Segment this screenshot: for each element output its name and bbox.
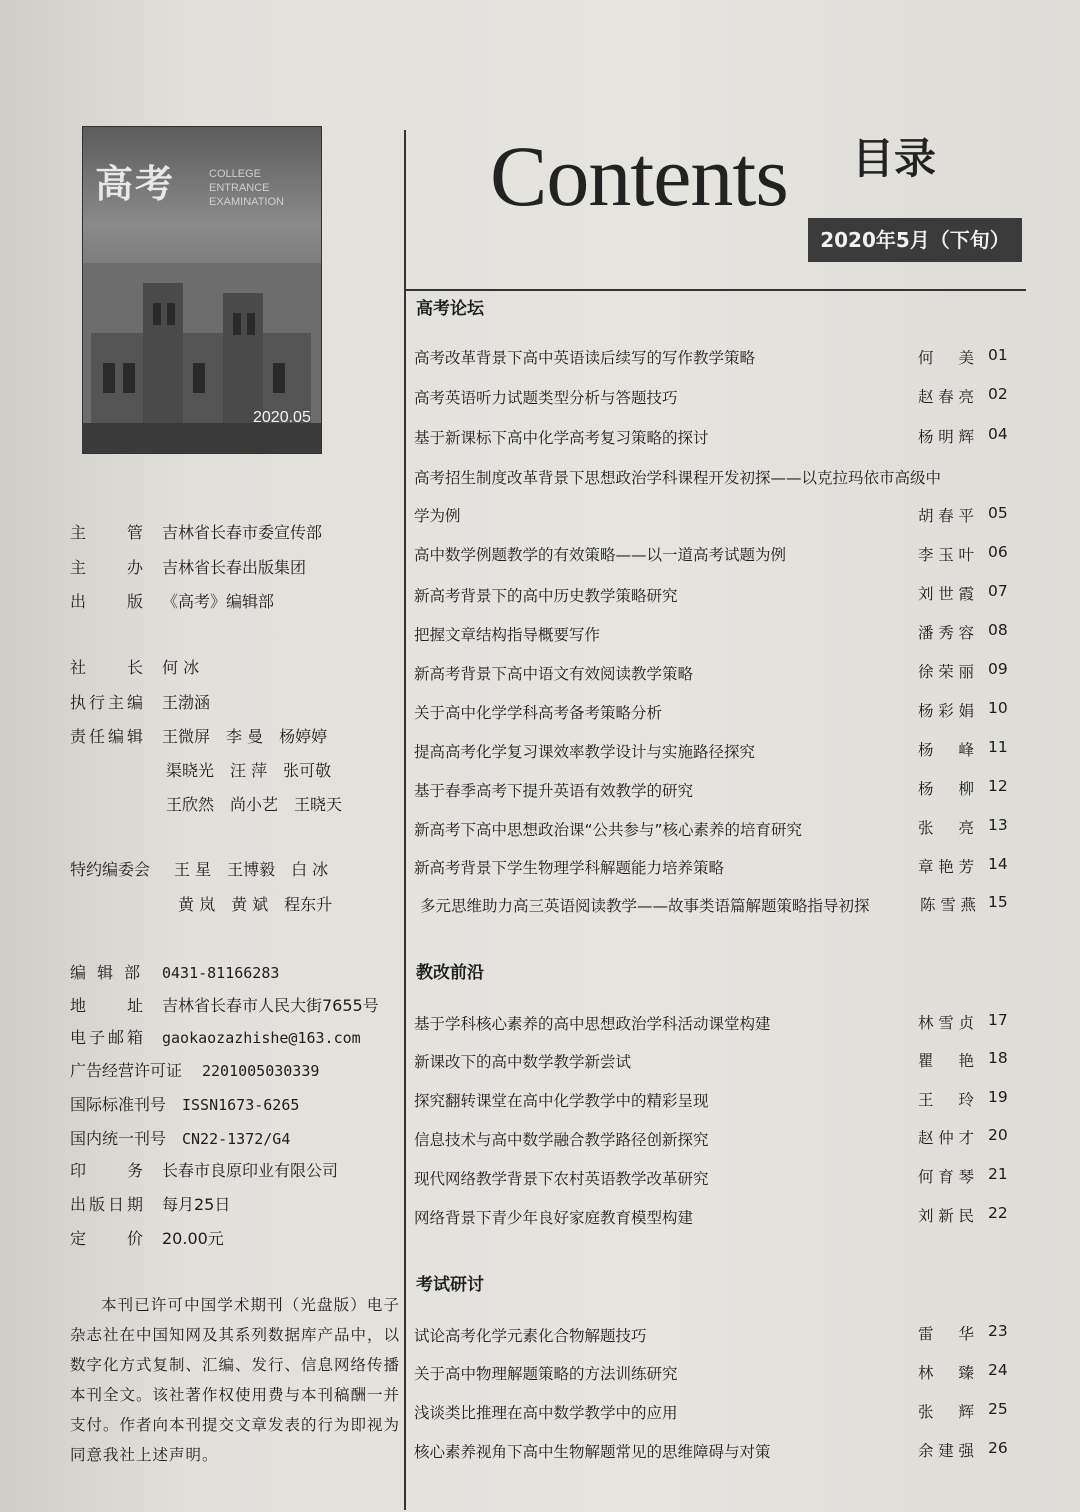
toc-title: 探究翻转课堂在高中化学教学中的精彩呈现 bbox=[414, 1092, 709, 1110]
toc-author: 胡春平 bbox=[918, 507, 974, 525]
toc-author: 何育琴 bbox=[918, 1168, 974, 1186]
header-rule bbox=[406, 289, 1026, 291]
toc-author: 瞿 艳 bbox=[918, 1052, 974, 1070]
toc-author: 张 辉 bbox=[918, 1403, 974, 1421]
toc-title: 基于学科核心素养的高中思想政治学科活动课堂构建 bbox=[414, 1015, 771, 1033]
toc-author: 杨 柳 bbox=[918, 780, 974, 798]
exec-editor-row: 执行主编 王渤涵 bbox=[70, 693, 211, 712]
toc-author: 何 美 bbox=[918, 349, 974, 367]
resp-editor-row: 王欣然 尚小艺 王晓天 bbox=[166, 795, 343, 814]
cover-title: 高考 bbox=[95, 161, 176, 206]
toc-title: 基于新课标下高中化学高考复习策略的探讨 bbox=[414, 429, 709, 447]
toc-title: 核心素养视角下高中生物解题常见的思维障碍与对策 bbox=[414, 1443, 771, 1461]
toc-author: 林 臻 bbox=[918, 1364, 974, 1382]
toc-author: 潘秀容 bbox=[918, 624, 974, 642]
resp-editor-row: 渠晓光 汪 萍 张可敬 bbox=[166, 761, 332, 780]
president-row: 社 长 何 冰 bbox=[70, 658, 200, 677]
contact-row: 广告经营许可证 2201005030339 bbox=[70, 1061, 320, 1080]
toc-page: 18 bbox=[988, 1049, 1008, 1067]
contact-row: 印 务 长春市良原印业有限公司 bbox=[70, 1161, 339, 1180]
toc-author: 徐荣丽 bbox=[918, 663, 974, 681]
toc-title: 高考改革背景下高中英语读后续写的写作教学策略 bbox=[414, 349, 756, 367]
toc-author: 刘新民 bbox=[918, 1207, 974, 1225]
toc-title: 新课改下的高中数学教学新尝试 bbox=[414, 1053, 632, 1071]
contact-row: 编 辑 部 0431-81166283 bbox=[70, 963, 280, 982]
toc-title: 高考英语听力试题类型分析与答题技巧 bbox=[414, 389, 678, 407]
toc-page: 10 bbox=[988, 699, 1008, 717]
toc-page: 21 bbox=[988, 1165, 1008, 1183]
toc-page: 12 bbox=[988, 777, 1008, 795]
masthead-row: 出 版 《高考》编辑部 bbox=[70, 592, 275, 611]
contact-row: 出版日期 每月25日 bbox=[70, 1195, 231, 1214]
contact-row: 电子邮箱 gaokaozazhishe@163.com bbox=[70, 1028, 361, 1047]
contact-row: 国际标准刊号 ISSN1673-6265 bbox=[70, 1095, 300, 1114]
toc-title: 试论高考化学元素化合物解题技巧 bbox=[414, 1327, 647, 1345]
contact-row: 国内统一刊号 CN22-1372/G4 bbox=[70, 1129, 291, 1148]
toc-author: 杨明辉 bbox=[918, 428, 974, 446]
section-heading: 考试研讨 bbox=[416, 1275, 484, 1295]
mulu-heading: 目录 bbox=[852, 134, 937, 183]
contact-row: 地 址 吉林省长春市人民大街7655号 bbox=[70, 996, 379, 1015]
toc-author: 陈雪燕 bbox=[920, 896, 976, 914]
toc-page: 09 bbox=[988, 660, 1008, 678]
contents-heading: Contents bbox=[490, 128, 788, 224]
toc-page: 07 bbox=[988, 582, 1008, 600]
contact-row: 定 价 20.00元 bbox=[70, 1229, 224, 1248]
cover-issue: 2020.05 bbox=[253, 409, 311, 426]
toc-page: 11 bbox=[988, 738, 1008, 756]
toc-page: 20 bbox=[988, 1126, 1008, 1144]
toc-page: 19 bbox=[988, 1088, 1008, 1106]
toc-author: 杨彩娟 bbox=[918, 702, 974, 720]
toc-title: 浅谈类比推理在高中数学教学中的应用 bbox=[414, 1404, 678, 1422]
toc-title: 现代网络教学背景下农村英语教学改革研究 bbox=[414, 1170, 709, 1188]
toc-page: 15 bbox=[988, 893, 1008, 911]
masthead-row: 主 管 吉林省长春市委宣传部 bbox=[70, 523, 323, 542]
section-heading: 高考论坛 bbox=[416, 299, 484, 319]
toc-author: 张 亮 bbox=[918, 819, 974, 837]
resp-editor-row: 责任编辑 王微屏 李 曼 杨婷婷 bbox=[70, 727, 328, 746]
cover-subtitle: COLLEGE ENTRANCE EXAMINATION bbox=[209, 168, 284, 208]
toc-page: 13 bbox=[988, 816, 1008, 834]
toc-page: 26 bbox=[988, 1439, 1008, 1457]
toc-title: 基于春季高考下提升英语有效教学的研究 bbox=[414, 782, 694, 800]
special-board-row: 特约编委会 王 星 王博毅 白 冰 bbox=[70, 860, 329, 879]
toc-author: 赵仲才 bbox=[918, 1129, 974, 1147]
toc-author: 余建强 bbox=[918, 1442, 974, 1460]
toc-title: 网络背景下青少年良好家庭教育模型构建 bbox=[414, 1209, 694, 1227]
toc-author: 刘世霞 bbox=[918, 585, 974, 603]
toc-page: 22 bbox=[988, 1204, 1008, 1222]
toc-title: 高考招生制度改革背景下思想政治学科课程开发初探——以克拉玛依市高级中 bbox=[414, 469, 942, 487]
toc-title: 关于高中化学学科高考备考策略分析 bbox=[414, 704, 663, 722]
toc-page: 04 bbox=[988, 425, 1008, 443]
column-divider bbox=[404, 130, 406, 1510]
toc-title: 提高高考化学复习课效率教学设计与实施路径探究 bbox=[414, 743, 756, 761]
toc-author: 章艳芳 bbox=[918, 858, 974, 876]
toc-title: 新高考背景下的高中历史教学策略研究 bbox=[414, 587, 678, 605]
toc-title: 把握文章结构指导概要写作 bbox=[414, 626, 601, 644]
toc-page: 06 bbox=[988, 543, 1008, 561]
issue-date-badge: 2020年5月（下旬） bbox=[808, 218, 1022, 262]
cover-image bbox=[82, 126, 322, 454]
copyright-notice: 本刊已许可中国学术期刊（光盘版）电子杂志社在中国知网及其系列数据库产品中，以数字化方式复制、汇编、发行、信息网络传播本刊全文。该社著作权使用费与本刊稿酬一并支付。作者向本刊提交文章发表的行为即视为同意我社上述声明。 bbox=[70, 1296, 401, 1464]
toc-title-continued: 学为例 bbox=[414, 507, 461, 525]
toc-author: 林雪贞 bbox=[918, 1014, 974, 1032]
toc-page: 02 bbox=[988, 385, 1008, 403]
section-heading: 教改前沿 bbox=[416, 963, 484, 983]
special-board-row: 黄 岚 黄 斌 程东升 bbox=[178, 895, 333, 914]
toc-page: 05 bbox=[988, 504, 1008, 522]
toc-title: 多元思维助力高三英语阅读教学——故事类语篇解题策略指导初探 bbox=[420, 897, 870, 915]
masthead-row: 主 办 吉林省长春出版集团 bbox=[70, 558, 307, 577]
toc-page: 25 bbox=[988, 1400, 1008, 1418]
toc-author: 李玉叶 bbox=[918, 546, 974, 564]
toc-title: 高中数学例题教学的有效策略——以一道高考试题为例 bbox=[414, 546, 787, 564]
toc-author: 杨 峰 bbox=[918, 741, 974, 759]
toc-page: 01 bbox=[988, 346, 1008, 364]
toc-title: 信息技术与高中数学融合教学路径创新探究 bbox=[414, 1131, 709, 1149]
toc-page: 08 bbox=[988, 621, 1008, 639]
toc-author: 赵春亮 bbox=[918, 388, 974, 406]
toc-page: 23 bbox=[988, 1322, 1008, 1340]
toc-page: 17 bbox=[988, 1011, 1008, 1029]
toc-title: 关于高中物理解题策略的方法训练研究 bbox=[414, 1365, 678, 1383]
toc-page: 14 bbox=[988, 855, 1008, 873]
toc-title: 新高考背景下学生物理学科解题能力培养策略 bbox=[414, 859, 725, 877]
toc-title: 新高考下高中思想政治课“公共参与”核心素养的培育研究 bbox=[414, 821, 803, 839]
toc-title: 新高考背景下高中语文有效阅读教学策略 bbox=[414, 665, 694, 683]
toc-page: 24 bbox=[988, 1361, 1008, 1379]
toc-author: 王 玲 bbox=[918, 1091, 974, 1109]
toc-author: 雷 华 bbox=[918, 1325, 974, 1343]
